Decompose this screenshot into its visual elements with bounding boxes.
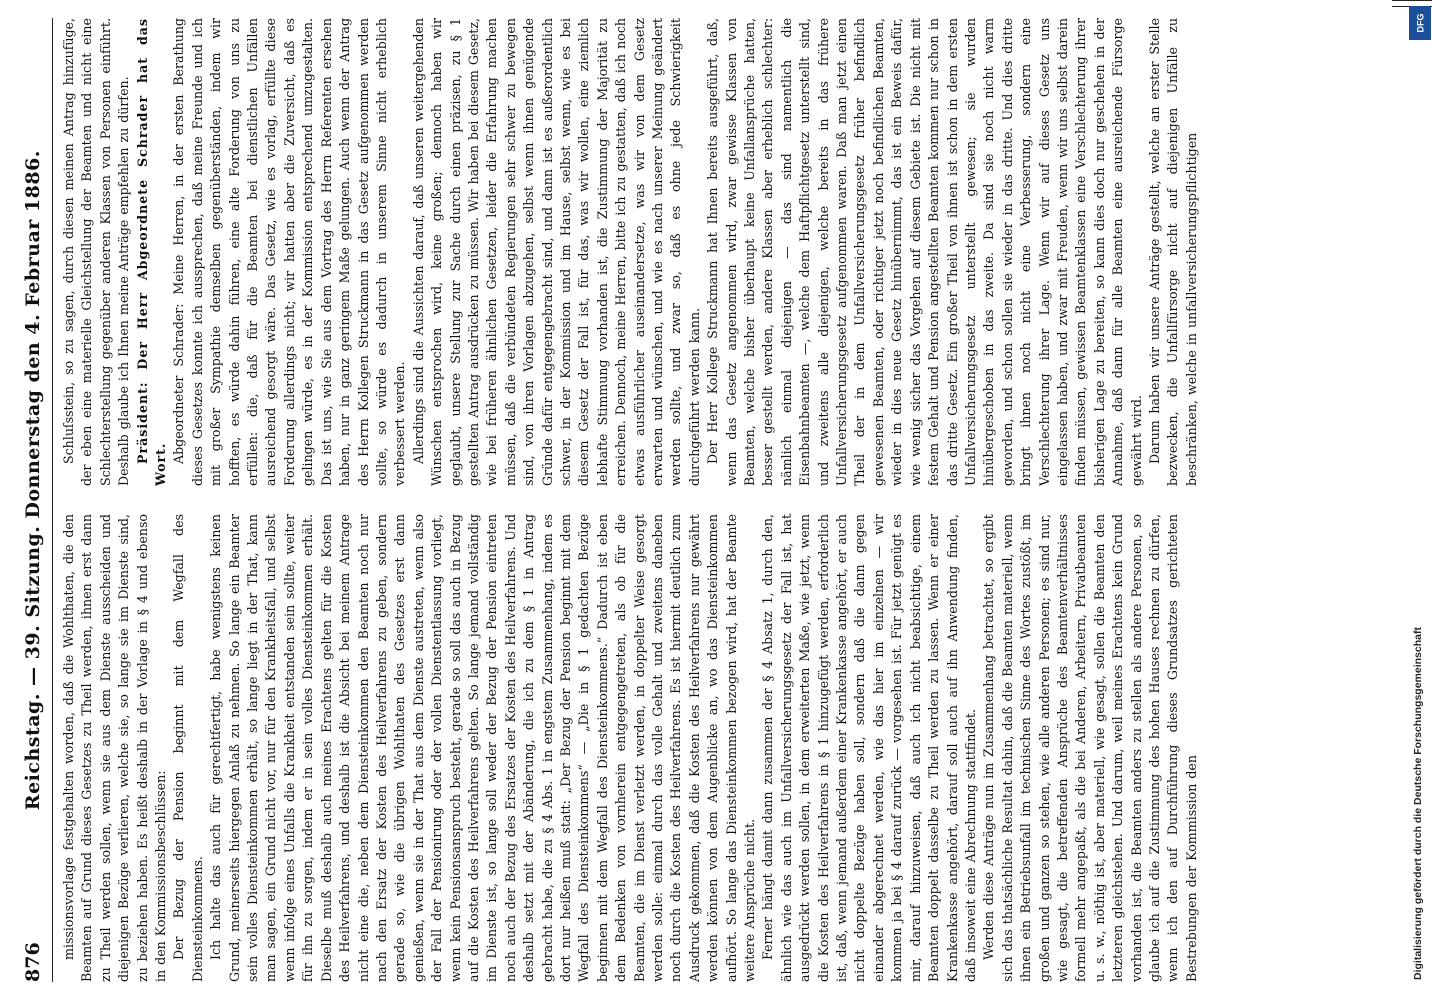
text-columns (60, 18, 1360, 982)
paragraph: Darum haben wir unsere Anträge gestellt, welche an erster Stelle bezwecken, die Unfallfürsorge nicht auf diejenigen Unfälle zu beschränken, welche in unfallversicherungspflichtigen (1146, 18, 1199, 486)
paragraph: missionsvorlage festgehalten worden, daß die Wohlthaten, die den Beamten auf Grund dieses Gesetzes zu Theil werden, ihnen erst dann zu Theil werden sollen, wenn sie aus dem Dienste ausscheiden und diejenigen Bezüge verlieren, welche sie, so lange sie im Dienste sind, zu beziehen haben. Es heißt deshalb in der Vorlage in § 4 und ebenso in den Kommissionsbeschlüssen: (61, 514, 169, 982)
paragraph: Der Herr Kollege Struckmann hat Ihnen bereits ausgeführt, daß, wenn das Gesetz angenommen wird, zwar gewisse Klassen von Beamten, welche bisher überhaupt keine Unfallansprüche hatten, besser gestellt werden, andere Klassen aber erheblich schlechter: nämlich einmal diejenigen — das sind namentlich die Eisenbahnbeamten —, welche dem Haftpflichtgesetz unterstellt sind, und zweitens alle diejenigen, welche bereits in das frühere Unfallversicherungsgesetz aufgenommen waren. Daß man jetzt einen Theil der in dem Unfallversicherungsgesetz früher befindlich gewesenen Beamten, oder richtiger jetzt noch befindlichen Beamten, wieder in dies neue Gesetz hinübernimmt, das ist ein Beweis dafür, wie wenig sicher das Vorgehen auf diesem Gebiete ist. Die nicht mit festem Gehalt und Pension angestellten Beamten kommen nur schon in das dritte Gesetz. Ein großer Theil von ihnen ist schon in dem ersten Unfallversicherungsgesetz unterstellt gewesen; sie wurden hinübergeschoben in das zweite. Da sind sie noch nicht warm geworden, und schon sollen sie wieder in das dritte. Und dies dritte bringt ihnen noch nicht eine Verbesserung, sondern eine Verschlechterung ihrer Lage. Wenn wir auf dieses Gesetz uns eingelassen haben, und zwar mit Freuden, wenn wir uns selbst darein finden müssen, gewissen Beamtenklassen eine Verschlechterung ihrer bisherigen Lage zu bereiten, so kann dies doch nur geschehen in der Annahme, daß dann für alle Beamten eine ausreichende Fürsorge gewährt wird. (705, 18, 1144, 486)
dfg-logo: DFG (1409, 6, 1431, 40)
paragraph: Ich halte das auch für gerechtfertigt, habe wenigstens keinen Grund, meinerseits hiergegen Anlaß zu nehmen. So lange ein Beamter sein volles Diensteinkommen erhält, so lange liegt in der That, kann man sagen, ein Grund nicht vor, nur für den Krankheitsfall, und selbst wenn infolge eines Unfalls die Krankheit entstanden sein sollte, weiter für ihn zu sorgen, indem er in sein volles Diensteinkommen erhält. Dieselbe muß deshalb auch meines Erachtens gelten für die Kosten des Heilverfahrens, und deshalb ist die Absicht bei meinem Antrage nicht eine die, neben dem Diensteinkommen den Beamten noch nur nach den Ersatz der Kosten des Heilverfahrens zu geben, sondern gerade so, wie die übrigen Wohlthaten des Gesetzes erst dann genießen, wenn sie in der That aus dem Dienste austreten, wenn also der Fall der Pensionirung oder der vollen Dienstentlassung vorliegt, wenn kein Pensionsanspruch besteht, gerade so soll das auch in Bezug auf die Kosten des Heilverfahrens gelten. So lange jemand vollständig im Dienste ist, so lange soll weder der Bezug der Pension eintreten noch auch der Bezug des Ersatzes der Kosten des Heilverfahrens. Und deshalb setzt mit der Abänderung, die ich zu dem § 1 in Antrag gebracht habe, die zu § 4 Abs. 1 in engstem Zusammenhang, indem es dort nur heißen muß statt: „Der Bezug der Pension beginnt mit dem Wegfall des Diensteinkommens“ — „Die in § 1 gedachten Bezüge beginnen mit dem Wegfall des Diensteinkommens.“ Dadurch ist eben dem Bedenken von vornherein entgegengetreten, als ob für die Beamten, die im Dienst verletzt werden, in doppelter Weise gesorgt werden solle: einmal durch das volle Gehalt und zweitens daneben noch durch die Kosten des Heilverfahrens. Es ist hiermit deutlich zum Ausdruck gekommen, daß die Kosten des Heilverfahrens nur gewährt werden können von dem Augenblicke an, wo das Diensteinkommen aufhört. So lange das Diensteinkommen bezogen wird, hat der Beamte weitere Ansprüche nicht. (208, 514, 758, 982)
left-column (60, 514, 1360, 982)
paragraph: Präsident: Der Herr Abgeordnete Schrader hat das Wort. (134, 18, 169, 486)
page-header (18, 18, 48, 982)
page-title: Reichstag. — 39. Sitzung. Donnerstag den 4. Februar 1886. (22, 150, 44, 811)
paragraph: Werden diese Anträge nun im Zusammenhang betrachtet, so ergibt sich das thatsächliche Resultat dahin, daß die Beamten materiell, wenn ihnen ein Betriebsunfall im technischen Sinne des Wortes zustößt, im großen und ganzen so stehen, wie alle anderen Personen; es sind nur, wie gesagt, die betreffenden Ansprüche des Beamtenverhältnisses formell mehr angepaßt, als die bei Anderen, Arbeitern, Privatbeamten u. s. w., nöthig ist, aber materiell, wie gesagt, sollen die Beamten den letzteren gleichstehen. Und darum, weil meines Erachtens kein Grund vorhanden ist, die Beamten anders zu stellen als andere Personen, so glaube ich auf die Zustimmung des hohen Hauses rechnen zu dürfen, wenn ich den auf Durchführung dieses Grundsatzes gerichteten Bestrebungen der Kommission den (981, 514, 1199, 982)
paragraph: Ferner hängt damit dann zusammen der § 4 Absatz 1, durch den, ähnlich wie das auch im Unfallversicherungsgesetz der Fall ist, hat ausgedrückt werden sollen, in dem erweiterten Maße, wie jetzt, wenn die Kosten des Heilverfahrens in § 1 hinzugefügt werden, erforderlich ist, daß, wenn jemand außerdem einer Krankenkasse angehört, er auch nicht doppelte Bezüge haben soll, sondern daß die dann gegen einander abgerechnet werden, wie das hier im einzelnen — wir kommen ja bei § 4 darauf zurück — vorgesehen ist. Für jetzt genügt es mir, darauf hinzuweisen, daß auch ich nicht beabsichtige, einem Beamten doppelt dasselbe zu Theil werden zu lassen. Wenn er einer Krankenkasse angehört, darauf soll auch auf ihn Anwendung finden, daß insoweit eine Abrechnung stattfindet. (760, 514, 978, 982)
page-number: 876 (22, 942, 44, 982)
paragraph: Der Bezug der Pension beginnt mit dem Wegfall des Diensteinkommens. (171, 514, 205, 982)
header-rule (52, 18, 53, 982)
paragraph: Allerdings sind die Aussichten darauf, daß unseren weitergehenden Wünschen entsprochen wird, keine großen; dennoch haben wir geglaubt, unsere Stellung zur Sache durch einen präzisen, zu § 1 gestellten Antrag ausdrücken zu müssen. Wir haben bei diesem Gesetz, wie bei früheren ähnlichen Gesetzen, leider die Erfahrung machen müssen, daß die verbündeten Regierungen sehr schwer zu bewegen sind, von ihren Vorlagen abzugehen, selbst wenn ihnen genügende Gründe dafür entgegengebracht sind, und dann ist es außerordentlich schwer, in der Kommission und im Hause, selbst wenn, wie es bei diesem Gesetz der Fall ist, für das, was wir wollen, eine ziemlich lebhafte Stimmung vorhanden ist, die Zustimmung der Majorität zu erreichen. Dennoch, meine Herren, bitte ich zu gestatten, daß ich noch etwas ausführlicher auseinandersetze, was wir von dem Gesetz erwarten und wünschen, und wie es nach unserer Meinung geändert werden sollte, und zwar so, daß es ohne jede Schwierigkeit durchgeführt werden kann. (410, 18, 702, 486)
right-column (60, 18, 1360, 486)
paragraph: Abgeordneter Schrader: Meine Herren, in der ersten Berathung dieses Gesetzes konnte ich aussprechen, daß meine Freunde und ich mit großer Sympathie demselben gegenüberständen, indem wir hofften, es würde dahin führen, eine alte Forderung von uns zu erfüllen: die, daß für die Beamten bei dienstlichen Unfällen ausreichend gesorgt wäre. Das Gesetz, wie es vorlag, erfüllte diese Forderung allerdings nicht; wir hatten aber die Zuversicht, daß es gelingen würde, es in der Kommission entsprechend umzugestalten. Das ist uns, wie Sie aus dem Vortrag des Herrn Referenten ersehen haben, nur in ganz geringem Maße gelungen. Auch wenn der Antrag des Herrn Kollegen Struckmann in das Gesetz aufgenommen werden sollte, so würde es dadurch in unserem Sinne nicht erheblich verbessert werden. (171, 18, 408, 486)
paragraph: Schluſsstein, so zu sagen, durch diesen meinen Antrag hinzufüge, der eben eine materielle Gleichstellung der Beamten und nicht eine Schlechterstellung gegenüber anderen Klassen von Personen einführt. Deshalb glaube ich Ihnen meine Anträge empfehlen zu dürfen. (61, 18, 132, 486)
digitization-credit: Digitalisierung gefördert durch die Deutsche Forschungsgemeinschaft (1412, 627, 1424, 980)
corner-rule (1392, 0, 1432, 1)
